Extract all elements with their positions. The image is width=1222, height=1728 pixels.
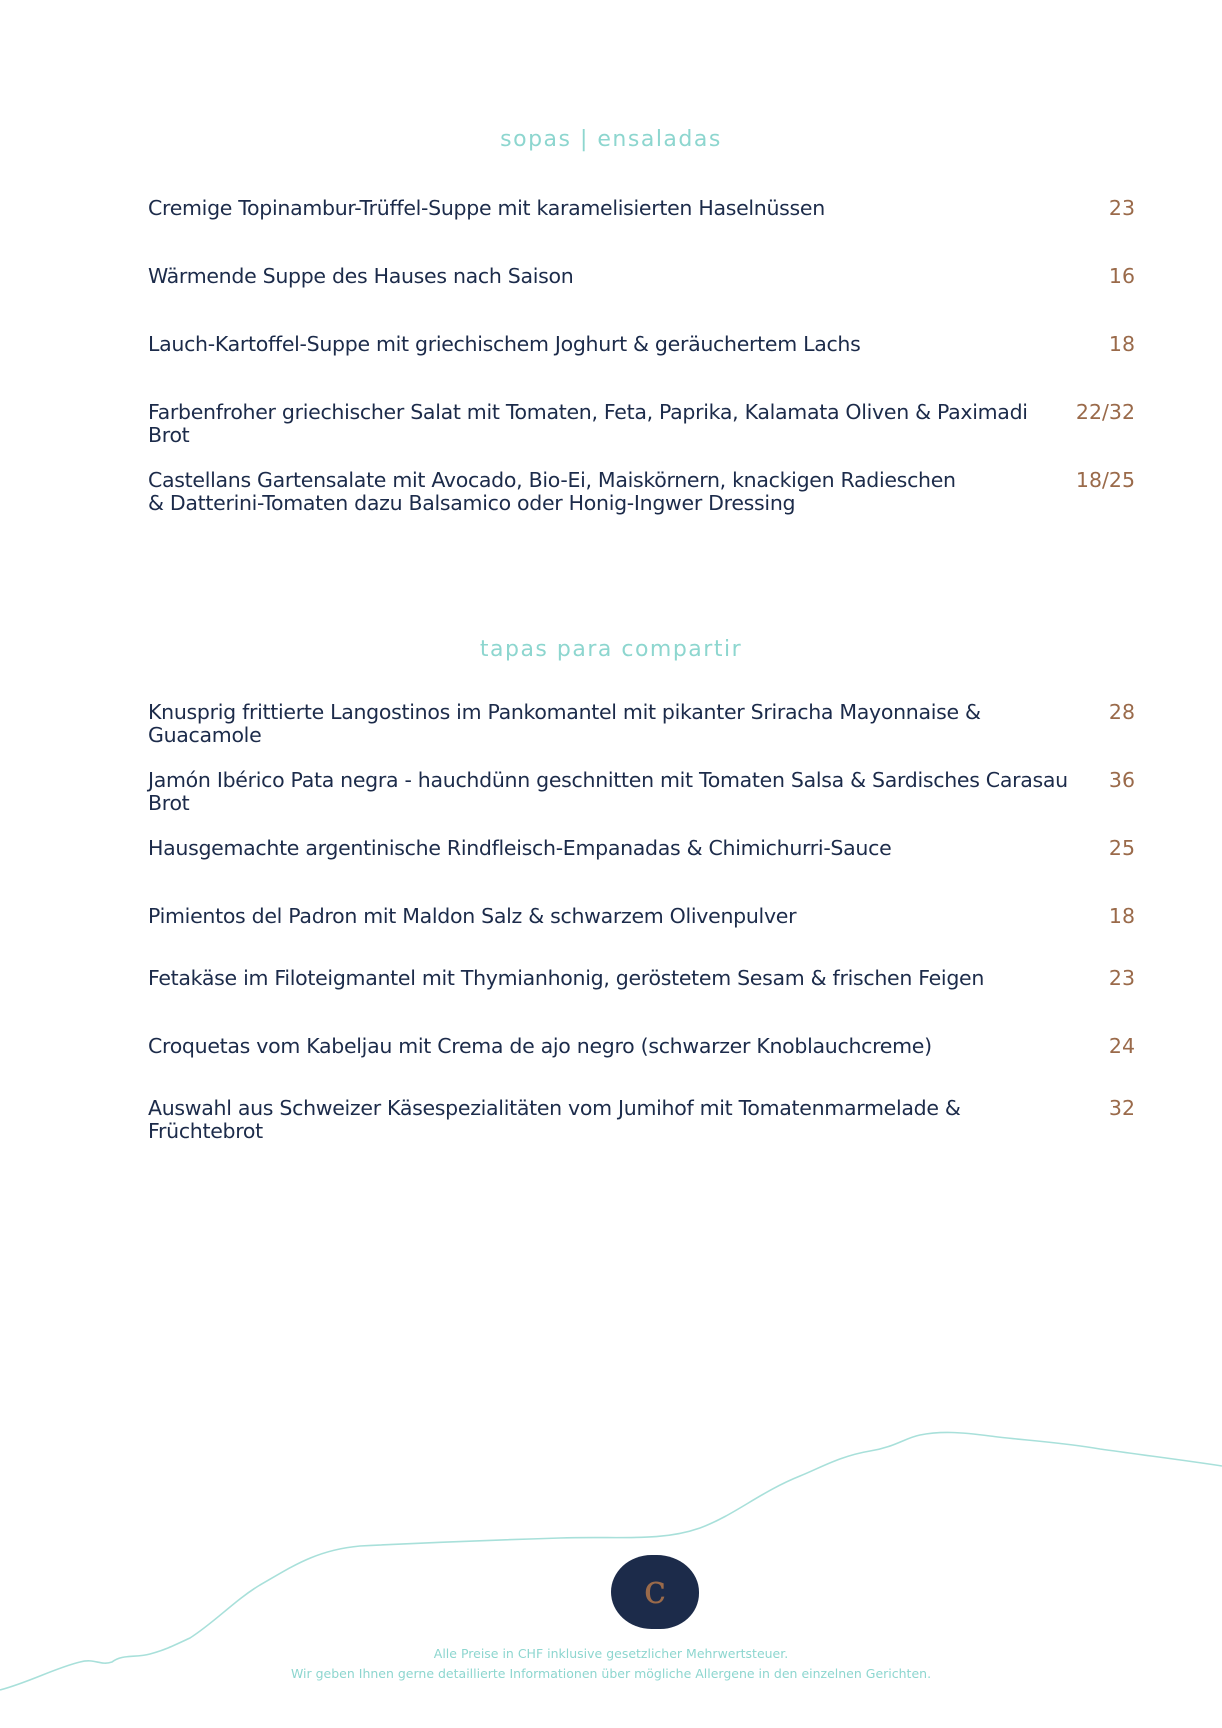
menu-item-name: Knusprig frittierte Langostinos im Pankomantel mit pikanter Sriracha Mayonnaise & Guacamole xyxy=(148,700,981,747)
menu-item-price: 32 xyxy=(1108,1096,1135,1120)
menu-item-name: Farbenfroher griechischer Salat mit Tomaten, Feta, Paprika, Kalamata Oliven & Paximadi Brot xyxy=(148,400,1028,447)
menu-item xyxy=(148,401,1135,447)
menu-item-name: Auswahl aus Schweizer Käsespezialitäten vom Jumihof mit Tomatenmarmelade & Früchtebrot xyxy=(148,1096,961,1143)
footer-allergen-note: Wir geben Ihnen gerne detaillierte Informationen über mögliche Allergene in den einzelnen Gerichten. xyxy=(290,1666,932,1681)
footer-price-note: Alle Preise in CHF inklusive gesetzlicher Mehrwertsteuer. xyxy=(433,1646,789,1661)
menu-item-name: Pimientos del Padron mit Maldon Salz & schwarzem Olivenpulver xyxy=(148,904,797,928)
menu-item-price: 22/32 xyxy=(1075,400,1135,424)
menu-item-price: 23 xyxy=(1108,966,1135,990)
menu-item-price: 28 xyxy=(1108,700,1135,724)
menu-item-name: Fetakäse im Filoteigmantel mit Thymianhonig, geröstetem Sesam & frischen Feigen xyxy=(148,966,985,990)
menu-item xyxy=(148,197,1135,220)
menu-item-name: Castellans Gartensalate mit Avocado, Bio-Ei, Maiskörnern, knackigen Radieschen & Datterini-Tomaten dazu Balsamico oder Honig-Ingwer Dressing xyxy=(148,468,956,515)
menu-item xyxy=(148,469,1135,515)
menu-item xyxy=(148,265,1135,288)
menu-item-name: Cremige Topinambur-Trüffel-Suppe mit karamelisierten Haselnüssen xyxy=(148,196,825,220)
menu-item xyxy=(148,769,1135,815)
menu-item-price: 23 xyxy=(1108,196,1135,220)
menu-item-name: Wärmende Suppe des Hauses nach Saison xyxy=(148,264,574,288)
menu-item xyxy=(148,333,1135,356)
menu-item-price: 24 xyxy=(1108,1034,1135,1058)
menu-item xyxy=(148,905,1135,928)
menu-item-name: Jamón Ibérico Pata negra - hauchdünn geschnitten mit Tomaten Salsa & Sardisches Carasau Brot xyxy=(148,768,1068,815)
menu-item-price: 36 xyxy=(1108,768,1135,792)
section-title-sopas: sopas | ensaladas xyxy=(500,127,722,152)
menu-item-price: 25 xyxy=(1108,836,1135,860)
restaurant-logo xyxy=(611,1555,699,1629)
menu-item xyxy=(148,837,1135,860)
menu-item-price: 16 xyxy=(1108,264,1135,288)
menu-item xyxy=(148,1097,1135,1143)
logo-letter: c xyxy=(643,1567,667,1613)
menu-item-price: 18 xyxy=(1108,904,1135,928)
menu-item xyxy=(148,701,1135,747)
section-title-tapas: tapas para compartir xyxy=(479,637,743,662)
menu-item xyxy=(148,967,1135,990)
menu-item-price: 18 xyxy=(1108,332,1135,356)
menu-item-name: Croquetas vom Kabeljau mit Crema de ajo negro (schwarzer Knoblauchcreme) xyxy=(148,1034,932,1058)
menu-item-price: 18/25 xyxy=(1075,468,1135,492)
menu-item xyxy=(148,1035,1135,1058)
menu-item-name: Lauch-Kartoffel-Suppe mit griechischem Joghurt & geräuchertem Lachs xyxy=(148,332,861,356)
menu-item-name: Hausgemachte argentinische Rindfleisch-Empanadas & Chimichurri-Sauce xyxy=(148,836,892,860)
